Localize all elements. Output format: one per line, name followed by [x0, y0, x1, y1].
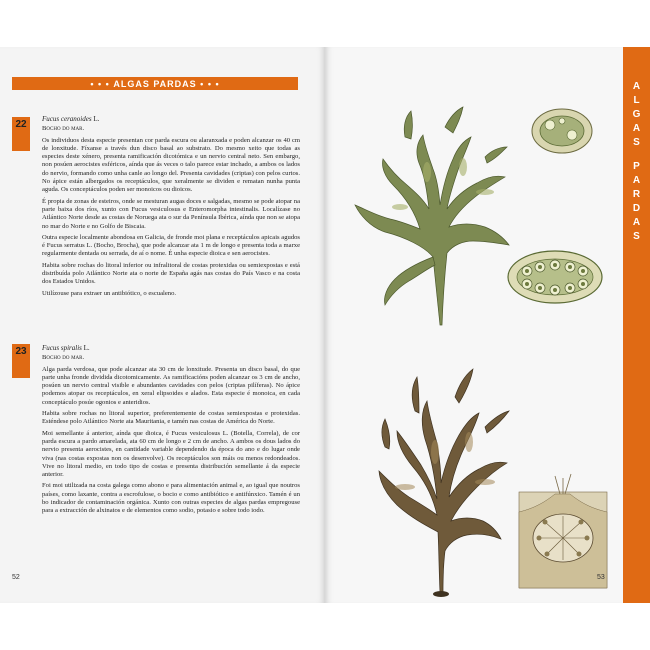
species-entry-23: [42, 344, 300, 519]
section-header-text: ALGAS PARDAS: [113, 78, 197, 89]
conceptacle-section-detail: [515, 472, 610, 592]
species-scientific-name: Fucus spiralis: [42, 344, 82, 352]
side-tab-letter: R: [632, 189, 641, 200]
seaweed-illustration-ceranoides: [345, 97, 525, 327]
species-scientific-name: Fucus ceranoides: [42, 115, 92, 123]
page-number-left: 52: [12, 574, 20, 581]
species-paragraph: Moi semellante á anterior, aínda que dioica, é Fucus vesiculosus L. (Botella, Correla), de cor parda escura a pardo amarelada, ata 60 cm de longo e 2 cm de ancho. A ambos os dous lados do nervio presenta aerocistes, en cantidade variable dependendo da época do ano e do lugar onde viva (nas costas expostas non os desenvolve). Os receptáculos son máis ou menos redondeados. Vive no litoral medio, en todo tipo de costas e presenta distribución semellante á da especie anterior.: [42, 429, 300, 479]
left-page: [0, 47, 325, 603]
species-number-badge: 23: [12, 344, 30, 378]
header-dots-right: • • •: [196, 78, 220, 89]
species-paragraph: Alga parda verdosa, que pode alcanzar ata 30 cm de lonxitude. Presenta un disco basal, do que parte unha fronde dividida dicotomicamente. As ramificacións poden alcanzar os 3 cm de ancho, posúen un nervio central visible e abundantes cavidades con pelos (criptas pilíferas). No ápice podemos atopar os receptáculos, en xeral elipsoides e alados. Esta especie é monoica, en cada conceptáculo posúe ogonios e anteridios.: [42, 365, 300, 406]
species-paragraph: Utilízouse para extraer un antibiótico, o escualeno.: [42, 289, 177, 297]
side-tab-letters: [623, 80, 650, 244]
species-title: [42, 344, 300, 352]
header-dots-left: • • •: [90, 78, 114, 89]
page-number-right: 53: [597, 574, 605, 581]
side-tab-letter: P: [633, 161, 640, 172]
species-paragraph: É propia de zonas de esteiros, onde se mesturan augas doces e salgadas, mesmo se pode atopar na parte baixa dos ríos, xunto con Fucus vesiculosus e Enteromorpha intestinalis. Localízase no Atlántico Norte desde as costas de Noruega ata o sur da Península Ibérica, aínda que non se atopa no mar do Norte e no Golfo de Biscaia.: [42, 197, 300, 230]
side-tab-letter: A: [632, 81, 641, 92]
cross-section-detail-2: [505, 247, 605, 307]
cross-section-detail-1: [530, 105, 595, 157]
side-tab-letter: A: [632, 217, 641, 228]
side-tab-letter: G: [632, 109, 641, 120]
species-paragraph: Habita sobre rochas do litoral inferior ou infralitoral de costas protexidas ou semiexpostas e está distribuída polo Atlántico Norte ata o norte de España agás nas costas do País Vasco e na costa dos Estados Unidos.: [42, 261, 300, 286]
book-spread: [0, 47, 650, 603]
species-common-name: Bocho do mar.: [42, 125, 85, 133]
species-paragraph: Habita sobre rochas no litoral superior, preferentemente de costas semiexpostas e protexidas. Esténdese polo Atlántico Norte ata Mauritania, e tamén nas costas de América do Norte.: [42, 410, 300, 426]
side-tab-letter: S: [633, 231, 640, 242]
species-paragraph: Foi moi utilizada na costa galega como abono e para alimentación animal e, ao igual que noutros países, como laxante, contra a escrofulose, o bocio e como antibiótico e antifúnxico. Tamén é un bo indicador de contaminación orgánica. Xunto con outras especies de algas pardas empregouse para a extracción de alxinatos e de elementos como sodio, potasio e sobre todo iodo.: [42, 482, 300, 515]
species-entry-22: [42, 115, 300, 301]
right-page: [325, 47, 650, 603]
species-title: [42, 115, 300, 123]
species-common-name: Bocho do mar.: [42, 354, 85, 362]
side-tab-letter: D: [632, 203, 641, 214]
section-side-tab: [623, 47, 650, 603]
side-tab-letter: S: [633, 137, 640, 148]
species-paragraph: Outra especie localmente abondosa en Galicia, de fronde moi plana e receptáculos apicais agudos é Fucus serratus L. (Bocho, Brocha), que pode alcanzar ata 1 m de longo e presenta toda a marxe regularmente dentada ou serrada, de aí o nome. É unha especie dioica e sen aerocistes.: [42, 233, 300, 258]
species-number-badge: 22: [12, 117, 30, 151]
species-paragraph: Os individuos desta especie presentan cor parda escura ou alaranxada e poden alcanzar os 40 cm de lonxitude. Fíxanse a través dun disco basal ao substrato. Do mesmo xeito que todas as especies deste xénero, presenta ramificación dicotómica e un nervio central neto. Sen embargo, non posúen aerocistes esféricos, aínda que ás veces o talo parece estar inchado, a ambos os lados do nervio, formando como unha canle ao longo del. Presenta cavidades (criptas) con pelos curtos. No ápice están albergados os receptáculos, que xeralmente se dividen e rematan nunha punta aguda. Os conceptáculos poden ser monoicos ou dioicos.: [42, 136, 300, 194]
side-tab-letter: A: [632, 175, 641, 186]
section-header: [12, 77, 298, 90]
side-tab-letter: A: [632, 123, 641, 134]
side-tab-letter: L: [633, 95, 640, 106]
species-author: L.: [81, 344, 90, 352]
species-author: L.: [91, 115, 100, 123]
seaweed-illustration-spiralis: [355, 347, 525, 597]
